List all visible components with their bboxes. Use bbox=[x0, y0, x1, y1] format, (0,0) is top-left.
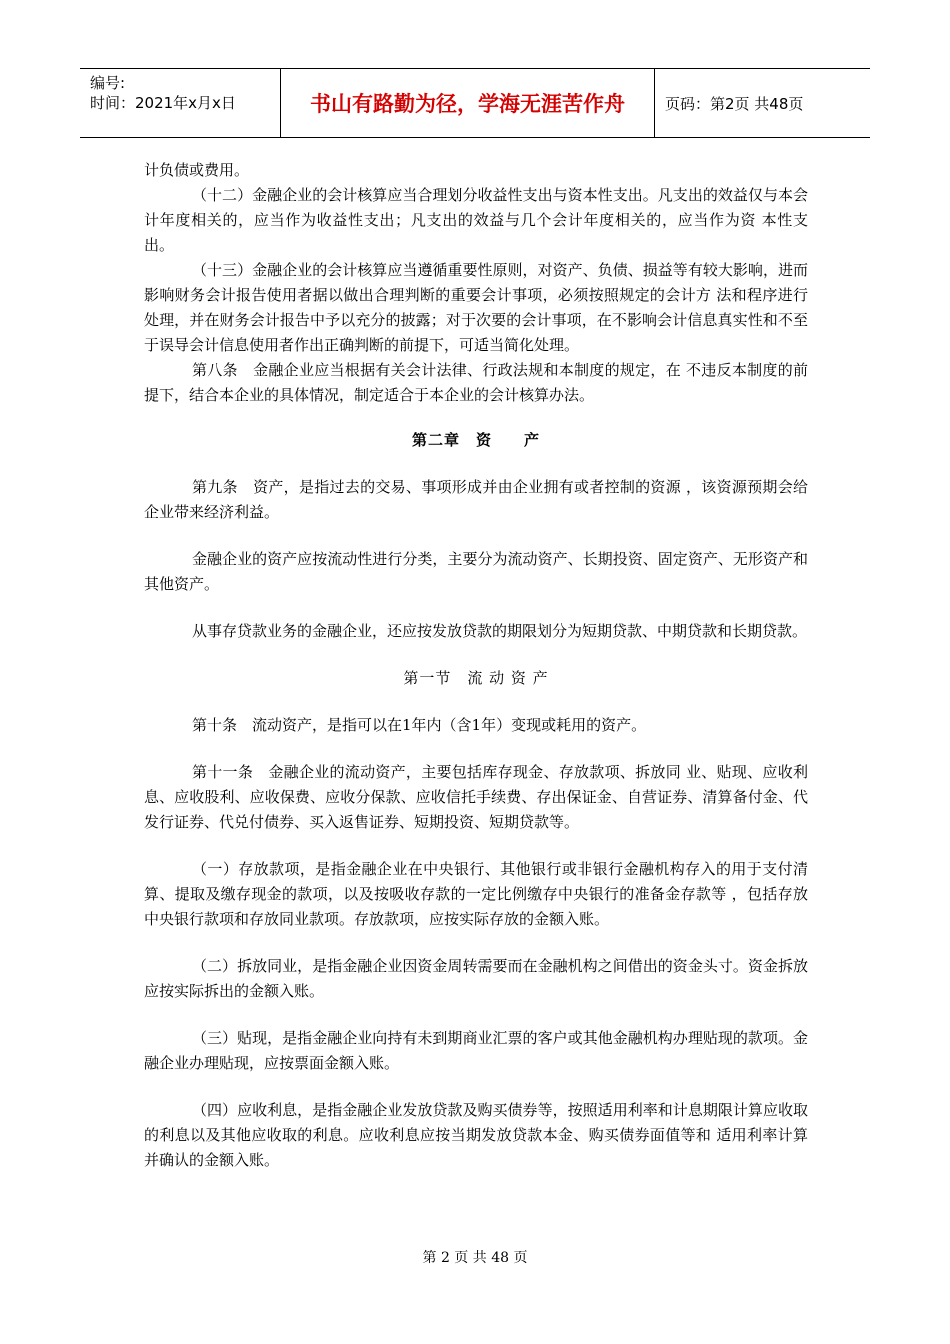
paragraph: 第九条 资产，是指过去的交易、事项形成并由企业拥有或者控制的资源 ，该资源预期会给企业带来经济利益。 bbox=[144, 478, 808, 521]
document-time-label: 时间：2021年x月x日 bbox=[90, 94, 236, 112]
paragraph: 第十条 流动资产，是指可以在1年内（含1年）变现或耗用的资产。 bbox=[192, 716, 647, 734]
chapter-heading: 第二章 资 产 bbox=[411, 431, 540, 449]
paragraph: （四）应收利息，是指金融企业发放贷款及购买债券等，按照适用利率和计息期限计算应收取的利息以及其他应收取的利息。应收利息应按当期发放贷款本金、购买债券面值等和 适用利率计算并确认的金额入账。 bbox=[144, 1101, 808, 1169]
paragraph: 从事存贷款业务的金融企业，还应按发放贷款的期限划分为短期贷款、中期贷款和长期贷款。 bbox=[192, 622, 808, 640]
paragraph: （三）贴现，是指金融企业向持有未到期商业汇票的客户或其他金融机构办理贴现的款项。金融企业办理贴现，应按票面金额入账。 bbox=[144, 1029, 808, 1072]
paragraph: （十二）金融企业的会计核算应当合理划分收益性支出与资本性支出。凡支出的效益仅与本会计年度相关的，应当作为收益性支出；凡支出的效益与几个会计年度相关的，应当作为资 本性支出。 bbox=[144, 186, 808, 254]
page-header bbox=[80, 68, 870, 138]
paragraph: 第八条 金融企业应当根据有关会计法律、行政法规和本制度的规定，在 不违反本制度的前提下，结合本企业的具体情况，制定适合于本企业的会计核算办法。 bbox=[144, 361, 808, 404]
paragraph: （十三）金融企业的会计核算应当遵循重要性原则，对资产、负债、损益等有较大影响，进而影响财务会计报告使用者据以做出合理判断的重要会计事项，必须按照规定的会计方 法和程序进行处理，并在财务会计报告中予以充分的披露；对于次要的会计事项，在不影响会计信息真实性和不至于误导会计信息使用者作出正确判断的前提下，可适当简化处理。 bbox=[144, 261, 808, 354]
header-motto: 书山有路勤为径，学海无涯苦作舟 bbox=[280, 69, 655, 137]
paragraph: 计负债或费用。 bbox=[144, 161, 250, 179]
page-footer: 第 2 页 共 48 页 bbox=[422, 1250, 528, 1266]
document-number-label: 编号: bbox=[90, 74, 126, 92]
paragraph: （一）存放款项，是指金融企业在中央银行、其他银行或非银行金融机构存入的用于支付清算、提取及缴存现金的款项，以及按吸收存款的一定比例缴存中央银行的准备金存款等 ，包括存放中央银行款项和存放同业款项。存放款项，应按实际存放的金额入账。 bbox=[144, 860, 808, 928]
header-meta bbox=[80, 69, 280, 137]
section-heading: 第一节 流 动 资 产 bbox=[403, 669, 549, 687]
paragraph: 金融企业的资产应按流动性进行分类，主要分为流动资产、长期投资、固定资产、无形资产和其他资产。 bbox=[144, 550, 808, 593]
paragraph: （二）拆放同业，是指金融企业因资金周转需要而在金融机构之间借出的资金头寸。资金拆放应按实际拆出的金额入账。 bbox=[144, 957, 808, 1000]
paragraph: 第十一条 金融企业的流动资产，主要包括库存现金、存放款项、拆放同 业、贴现、应收利息、应收股利、应收保费、应收分保款、应收信托手续费、存出保证金、自营证券、清算备付金、代发行证券、代兑付债券、买入返售证券、短期投资、短期贷款等。 bbox=[144, 763, 808, 831]
header-page-info: 页码：第2页 共48页 bbox=[665, 94, 804, 113]
document-body bbox=[144, 158, 808, 1173]
